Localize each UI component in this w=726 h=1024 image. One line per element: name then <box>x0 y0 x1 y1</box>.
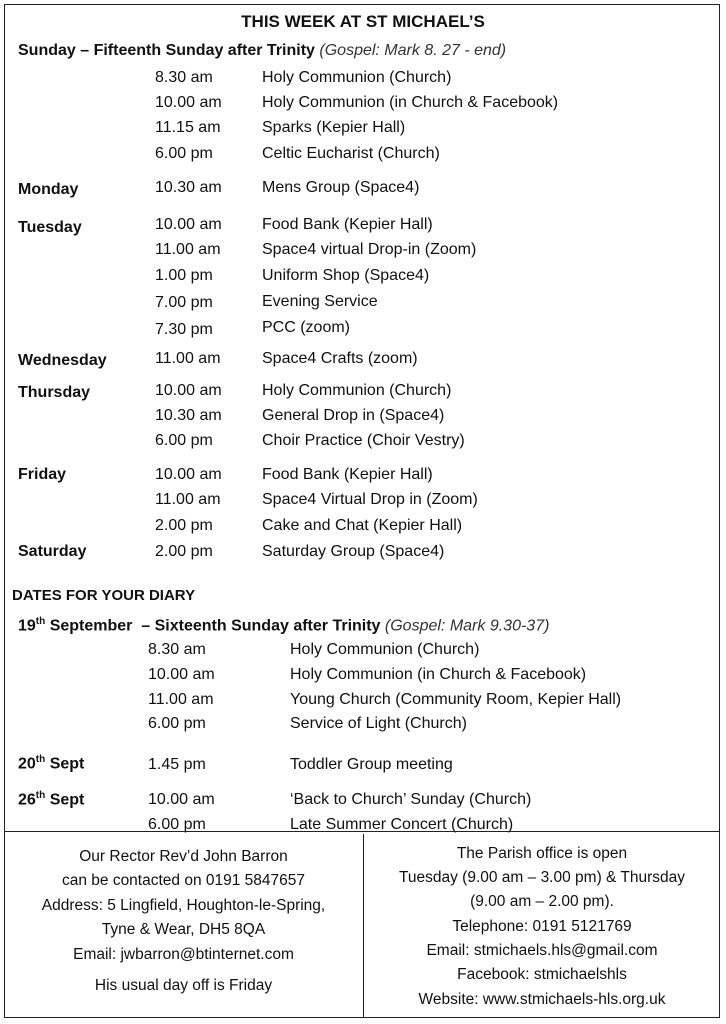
event-desc: General Drop in (Space4) <box>262 407 445 424</box>
event-time: 11.00 am <box>148 691 214 708</box>
event-desc: Holy Communion (Church) <box>262 382 452 399</box>
day-label: Wednesday <box>18 352 107 369</box>
date-suffix: th <box>35 616 46 627</box>
event-desc: Late Summer Concert (Church) <box>290 816 514 833</box>
date-gospel: (Gospel: Mark 9.30-37) <box>384 617 550 635</box>
event-time: 10.30 am <box>155 407 222 424</box>
office-facebook: Facebook: stmichaelshls <box>457 966 627 983</box>
event-desc: Food Bank (Kepier Hall) <box>262 216 433 233</box>
event-desc: Space4 Crafts (zoom) <box>262 350 418 367</box>
event-desc: Uniform Shop (Space4) <box>262 267 430 284</box>
event-desc: Holy Communion (in Church & Facebook) <box>262 94 559 111</box>
office-website: Website: www.stmichaels-hls.org.uk <box>418 991 666 1008</box>
day-label: Saturday <box>18 543 87 560</box>
event-time: 11.00 am <box>155 350 221 367</box>
event-desc: Mens Group (Space4) <box>262 179 420 196</box>
rector-contact-line: Our Rector Rev’d John Barron <box>79 848 288 865</box>
diary-heading: DATES FOR YOUR DIARY <box>12 587 196 604</box>
event-time: 10.00 am <box>148 791 215 808</box>
event-desc: Cake and Chat (Kepier Hall) <box>262 517 463 534</box>
event-time: 10.00 am <box>155 466 222 483</box>
event-desc: ‘Back to Church’ Sunday (Church) <box>290 791 532 808</box>
event-time: 10.00 am <box>155 382 222 399</box>
date-suffix: th <box>35 790 46 801</box>
date-label: – Sixteenth Sunday after Trinity <box>141 617 381 635</box>
event-desc: Holy Communion (Church) <box>290 641 480 658</box>
event-desc: Holy Communion (Church) <box>262 69 452 86</box>
rector-contact-line: can be contacted on 0191 5847657 <box>61 872 306 889</box>
event-time: 1.00 pm <box>155 267 213 284</box>
diary-date-header <box>18 616 549 635</box>
event-time: 8.30 am <box>155 69 213 86</box>
date-number: 20 <box>18 755 36 773</box>
date-month: September <box>45 617 133 635</box>
footer-divider <box>4 831 720 832</box>
event-desc: Sparks (Kepier Hall) <box>262 119 406 136</box>
event-desc: Space4 virtual Drop-in (Zoom) <box>262 241 477 258</box>
date-month: Sept <box>45 755 85 773</box>
office-hours-line: Tuesday (9.00 am – 3.00 pm) & Thursday <box>398 869 686 886</box>
office-hours-line: (9.00 am – 2.00 pm). <box>470 893 614 910</box>
rector-address-line: Address: 5 Lingfield, Houghton-le-Spring, <box>41 897 326 914</box>
diary-date-header <box>18 790 84 809</box>
event-time: 10.00 am <box>155 94 222 111</box>
event-time: 1.45 pm <box>148 756 206 773</box>
event-desc: Holy Communion (in Church & Facebook) <box>290 666 587 683</box>
event-time: 6.00 pm <box>148 715 206 732</box>
date-month: Sept <box>45 791 85 809</box>
event-desc: Toddler Group meeting <box>290 756 453 773</box>
event-desc: Service of Light (Church) <box>290 715 467 732</box>
event-time: 6.00 pm <box>155 432 213 449</box>
day-label: Friday <box>18 466 67 483</box>
event-time: 11.15 am <box>155 119 221 136</box>
date-suffix: th <box>35 754 46 765</box>
event-time: 8.30 am <box>148 641 206 658</box>
event-time: 7.30 pm <box>155 321 213 338</box>
event-desc: Space4 Virtual Drop in (Zoom) <box>262 491 478 508</box>
sunday-gospel: (Gospel: Mark 8. 27 - end) <box>319 42 507 59</box>
day-label: Tuesday <box>18 219 82 236</box>
event-desc: Celtic Eucharist (Church) <box>262 145 440 162</box>
diary-date-header <box>18 754 84 773</box>
event-desc: Evening Service <box>262 293 378 310</box>
sunday-label: Sunday – Fifteenth Sunday after Trinity <box>18 42 315 59</box>
date-number: 19 <box>18 617 36 635</box>
rector-email: Email: jwbarron@btinternet.com <box>73 946 294 963</box>
event-desc: PCC (zoom) <box>262 319 351 336</box>
rector-address-line: Tyne & Wear, DH5 8QA <box>101 921 266 938</box>
event-desc: Choir Practice (Choir Vestry) <box>262 432 465 449</box>
event-time: 7.00 pm <box>155 294 213 311</box>
office-hours-line: The Parish office is open <box>456 845 628 862</box>
day-label: Monday <box>18 181 79 198</box>
sunday-header <box>18 42 506 60</box>
event-desc: Young Church (Community Room, Kepier Hall) <box>290 691 622 708</box>
event-time: 2.00 pm <box>155 543 213 560</box>
rector-day-off: His usual day off is Friday <box>94 977 273 994</box>
event-time: 10.00 am <box>155 216 222 233</box>
office-email: Email: stmichaels.hls@gmail.com <box>426 942 658 959</box>
event-desc: Food Bank (Kepier Hall) <box>262 466 433 483</box>
event-desc: Saturday Group (Space4) <box>262 543 445 560</box>
office-telephone: Telephone: 0191 5121769 <box>452 918 632 935</box>
date-number: 26 <box>18 791 36 809</box>
event-time: 11.00 am <box>155 241 221 258</box>
event-time: 10.00 am <box>148 666 215 683</box>
page-title: THIS WEEK AT ST MICHAEL’S <box>241 12 485 31</box>
event-time: 10.30 am <box>155 179 222 196</box>
event-time: 2.00 pm <box>155 517 213 534</box>
event-time: 11.00 am <box>155 491 221 508</box>
event-time: 6.00 pm <box>148 816 206 833</box>
event-time: 6.00 pm <box>155 145 213 162</box>
day-label: Thursday <box>18 384 91 401</box>
